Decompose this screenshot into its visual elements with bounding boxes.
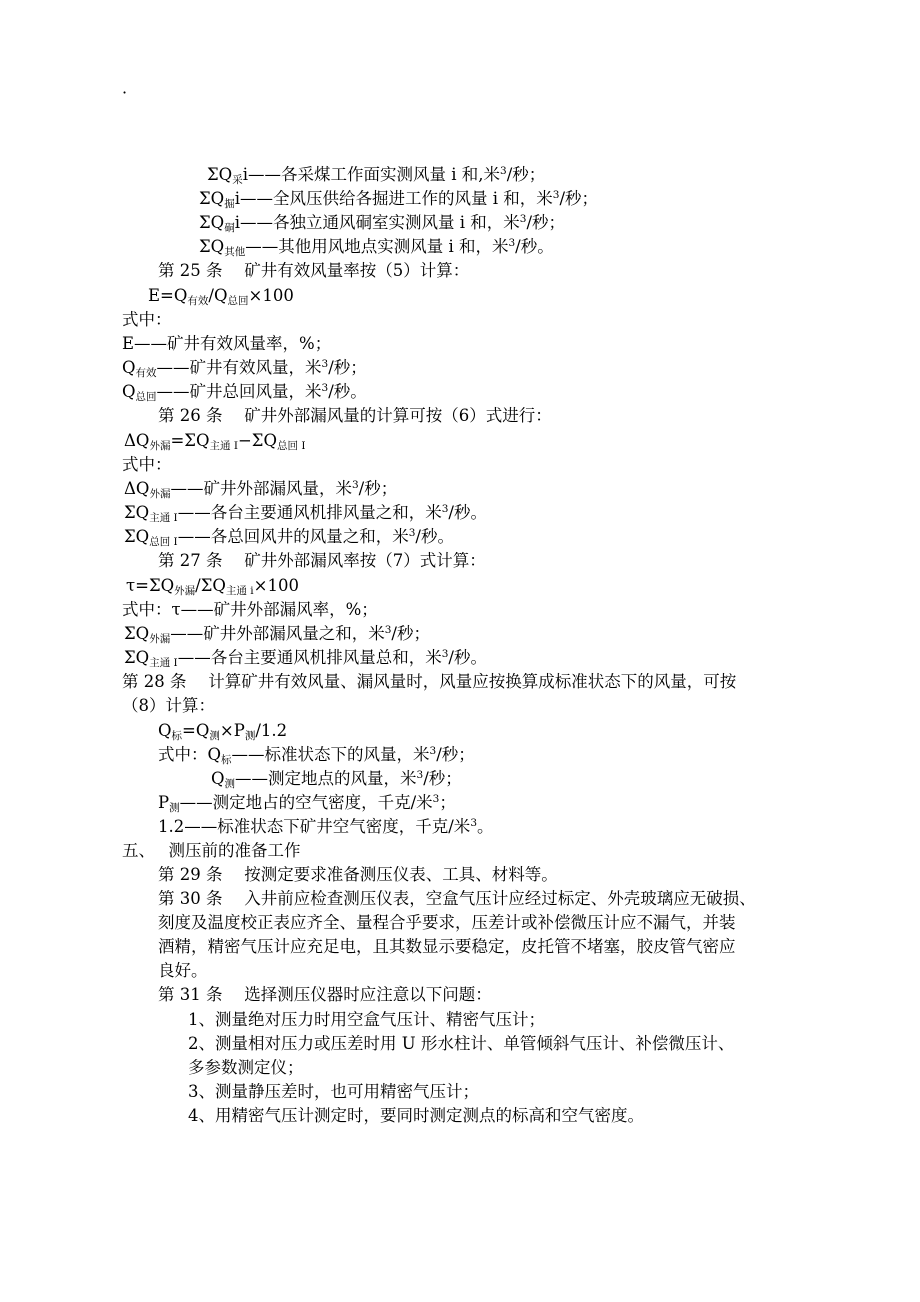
page-dot: · xyxy=(122,83,128,102)
formula-line: $\Sigma Q_{外漏}——$矿井外部漏风量之和，米$^3$/秒； xyxy=(124,624,430,645)
list-item: 2、测量相对压力或压差时用 U 形水柱计、单管倾斜气压计、补偿微压计、 xyxy=(188,1034,735,1053)
text-line: 式中： xyxy=(122,455,172,474)
article-heading: 第 25 条 矿井有效风量率按（5）计算： xyxy=(158,261,470,280)
list-item: 1、测量绝对压力时用空盒气压计、精密气压计； xyxy=(188,1010,545,1029)
formula-line: $Q_测——$测定地点的风量，米$^3$/秒； xyxy=(211,769,462,790)
formula-line: $\Sigma Q_{主通 I}——$各台主要通风机排风量总和，米$^3$/秒。 xyxy=(124,648,487,669)
formula-line: $\Sigma Q_硐i——$各独立通风硐室实测风量 i 和，米$^3$/秒； xyxy=(199,213,565,234)
list-item: 4、用精密气压计测定时，要同时测定测点的标高和空气密度。 xyxy=(188,1106,644,1125)
formula-line: 1.2——标准状态下矿井空气密度，千克/米$^3$。 xyxy=(158,817,494,836)
text-line: E——矿井有效风量率，%； xyxy=(122,334,332,353)
article-heading: 第 27 条 矿井外部漏风率按（7）式计算： xyxy=(158,551,486,570)
article-heading: 第 26 条 矿井外部漏风量的计算可按（6）式进行： xyxy=(158,406,552,425)
article-heading: 第 28 条 计算矿井有效风量、漏风量时，风量应按换算成标准状态下的风量，可按 xyxy=(122,672,737,691)
article-heading: 第 29 条 按测定要求准备测压仪表、工具、材料等。 xyxy=(158,865,558,884)
formula-line: 式中：$Q_标——$标准状态下的风量，米$^3$/秒； xyxy=(158,745,475,766)
text-line: 式中：τ——矿井外部漏风率，%； xyxy=(122,600,378,619)
text-line: 良好。 xyxy=(158,961,208,980)
formula-line: $\Delta Q_{外漏}——$矿井外部漏风量，米$^3$/秒； xyxy=(124,479,398,500)
section-heading: 五、 测压前的准备工作 xyxy=(122,841,301,860)
formula: $\Delta Q_{外漏}=\Sigma Q_{主通 I}-\Sigma Q_{总回 I}$ xyxy=(124,431,306,452)
formula: $Q_标=Q_测\times P_测/1.2$ xyxy=(158,721,288,742)
list-item: 3、测量静压差时，也可用精密气压计； xyxy=(188,1082,479,1101)
text-line: 酒精，精密气压计应充足电，且其数显示要稳定，皮托管不堵塞，胶皮管气密应 xyxy=(158,937,736,956)
article-heading: 第 30 条 入井前应检查测压仪表，空盒气压计应经过标定、外壳玻璃应无破损、 xyxy=(158,889,756,908)
text-line: 式中： xyxy=(122,310,172,329)
formula-line: $\Sigma Q_{总回 I}——$各总回风井的风量之和，米$^3$/秒。 xyxy=(124,527,454,548)
text-line: （8）计算： xyxy=(122,696,215,715)
list-item: 多参数测定仪； xyxy=(188,1058,304,1077)
formula-line: $\Sigma Q_采i——$各采煤工作面实测风量 i 和,米$^3$/秒； xyxy=(207,165,546,186)
article-heading: 第 31 条 选择测压仪器时应注意以下问题： xyxy=(158,985,492,1004)
formula-line: $\Sigma Q_掘i——$全风压供给各掘进工作的风量 i 和，米$^3$/秒； xyxy=(199,189,598,210)
formula-line: $\Sigma Q_{主通 I}——$各台主要通风机排风量之和，米$^3$/秒。 xyxy=(124,503,487,524)
formula-line: $Q_{总回}——$矿井总回风量，米$^3$/秒。 xyxy=(122,382,367,403)
text-line: 刻度及温度校正表应齐全、量程合乎要求，压差计或补偿微压计应不漏气，并装 xyxy=(158,913,736,932)
formula: $E=Q_{有效}/Q_{总回}\times 100$ xyxy=(148,286,294,307)
formula-line: $Q_{有效}——$矿井有效风量，米$^3$/秒； xyxy=(122,358,367,379)
formula-line: $P_测——$测定地占的空气密度，千克/米$^3$； xyxy=(158,793,456,814)
formula-line: $\Sigma Q_{其他}——$其他用风地点实测风量 i 和，米$^3$/秒。 xyxy=(199,237,554,258)
formula: $\tau=\Sigma Q_{外漏}/\Sigma Q_{主通 i}\times 100$ xyxy=(126,576,299,597)
